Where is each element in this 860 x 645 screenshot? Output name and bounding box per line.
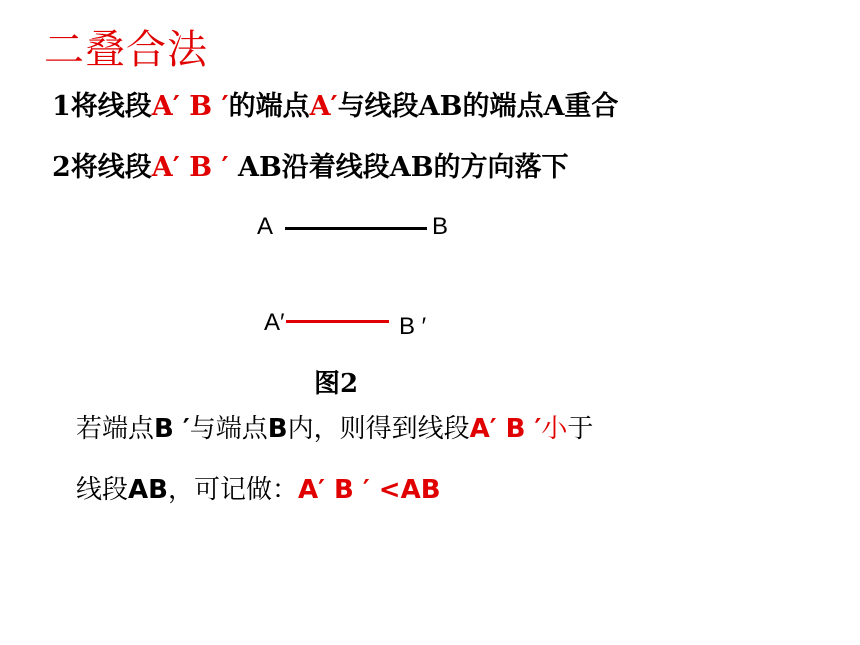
concl-1-b-prime: B ′: [154, 414, 190, 444]
step-1-segment: A′ B ′: [151, 91, 229, 122]
concl-1-b: B: [267, 414, 288, 444]
step-1-rest: 与线段AB的端点A重合: [337, 91, 619, 122]
concl-1-pre: 若端点: [76, 414, 155, 444]
step-2: [52, 145, 569, 184]
step-1: [52, 84, 618, 123]
concl-1-mid2: 内，则得到线段: [287, 414, 470, 444]
slide-title: 二叠合法: [44, 27, 208, 73]
concl-2-pre: 线段: [76, 475, 129, 505]
segment-a-prime-b-prime: [286, 320, 389, 323]
point-label-a-prime: A′: [264, 309, 285, 336]
step-2-rest: AB沿着线段AB的方向落下: [228, 152, 569, 183]
segment-ab: [285, 227, 427, 230]
figure-caption: 图2: [314, 369, 359, 399]
concl-2-expression: A′ B ′ <AB: [297, 475, 441, 505]
point-label-b: B: [432, 213, 449, 240]
point-label-a: A: [257, 213, 274, 240]
conclusion-line-2: [76, 469, 441, 506]
concl-1-mid: 与端点: [189, 414, 268, 444]
step-2-prefix: 2将线段: [52, 152, 152, 183]
point-label-b-prime: B ′: [399, 313, 427, 340]
concl-2-mid: ，可记做：: [167, 475, 298, 505]
concl-1-segment: A′ B ′: [469, 414, 542, 444]
step-2-segment: A′ B ′: [151, 152, 229, 183]
concl-1-end: 于: [567, 414, 594, 444]
concl-1-small: 小: [541, 414, 568, 444]
step-1-point: A′: [309, 91, 338, 122]
step-1-mid: 的端点: [228, 91, 310, 122]
conclusion-line-1: [76, 408, 593, 445]
step-1-prefix: 1将线段: [52, 91, 152, 122]
concl-2-ab: AB: [128, 475, 168, 505]
